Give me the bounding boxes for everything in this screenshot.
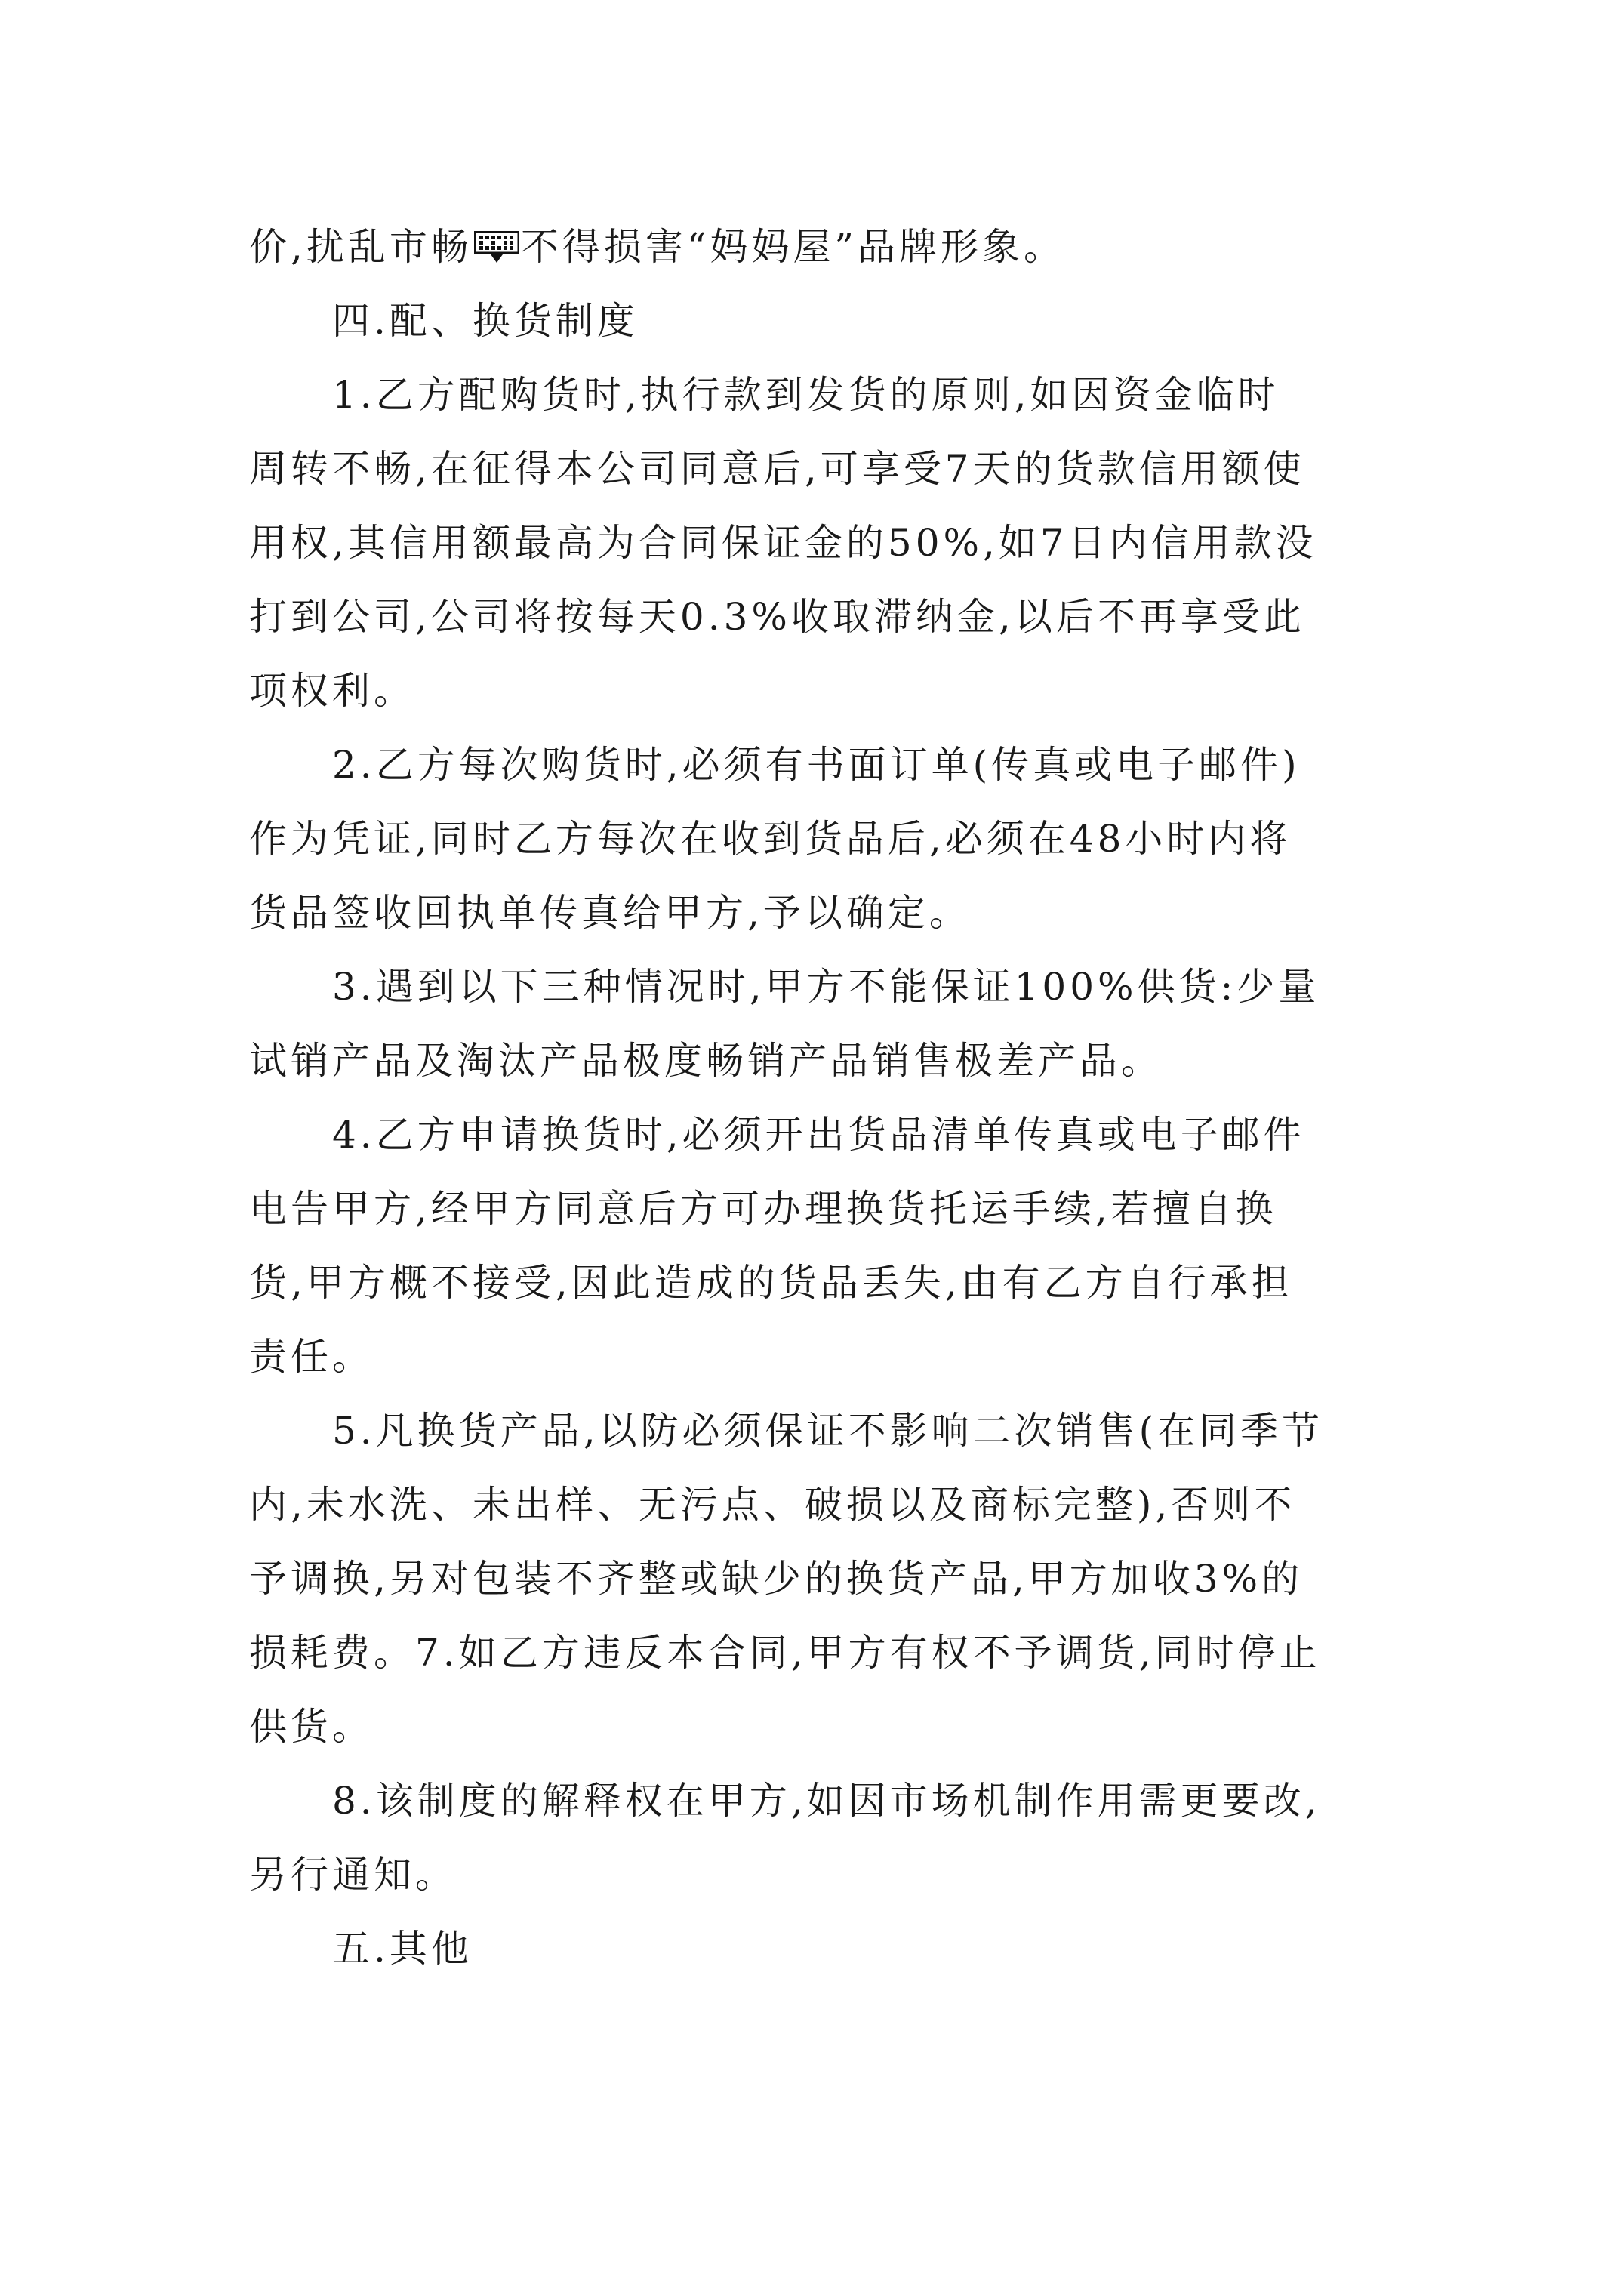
paragraph-line: 予调换,另对包装不齐整或缺少的换货产品,甲方加收3%的 [249,1557,1304,1601]
line-text-after-marker: 不得损害“妈妈屋”品牌形象。 [520,225,1066,269]
paragraph-line [249,210,1381,284]
comment-marker-icon[interactable] [474,231,519,264]
section-heading: 四.配、换货制度 [332,299,639,343]
paragraph-line: 4.乙方申请换货时,必须开出货品清单传真或电子邮件 [332,1113,1305,1157]
paragraph-line: 2.乙方每次购货时,必须有书面订单(传真或电子邮件) [332,743,1301,787]
paragraph-line: 项权利。 [249,669,415,713]
paragraph-line: 损耗费。7.如乙方违反本合同,甲方有权不予调货,同时停止 [249,1631,1321,1675]
paragraph-line: 责任。 [249,1335,374,1379]
paragraph-line: 试销产品及淘汰产品极度畅销产品销售极差产品。 [249,1039,1163,1083]
paragraph-line: 8.该制度的解释权在甲方,如因市场机制作用需更要改, [332,1779,1321,1823]
paragraph-line: 打到公司,公司将按每天0.3%收取滞纳金,以后不再享受此 [249,595,1305,639]
paragraph-line: 作为凭证,同时乙方每次在收到货品后,必须在48小时内将 [249,817,1292,861]
paragraph-line: 3.遇到以下三种情况时,甲方不能保证100%供货:少量 [332,965,1320,1009]
section-heading: 五.其他 [332,1927,473,1971]
paragraph-line: 用权,其信用额最高为合同保证金的50%,如7日内信用款没 [249,521,1317,565]
paragraph-line: 周转不畅,在征得本公司同意后,可享受7天的货款信用额使 [249,447,1305,491]
line-text-before-marker: 价,扰乱市畅 [249,225,473,269]
paragraph-line: 供货。 [249,1705,374,1749]
paragraph-line: 电告甲方,经甲方同意后方可办理换货托运手续,若擅自换 [249,1187,1277,1231]
paragraph-line: 另行通知。 [249,1853,457,1897]
paragraph-line: 1.乙方配购货时,执行款到发货的原则,如因资金临时 [332,373,1280,417]
paragraph-line: 5.凡换货产品,以防必须保证不影响二次销售(在同季节 [332,1409,1324,1453]
paragraph-line: 内,未水洗、未出样、无污点、破损以及商标完整),否则不 [249,1483,1296,1527]
paragraph-line: 货品签收回执单传真给甲方,予以确定。 [249,891,971,935]
document-body [249,210,1381,1986]
paragraph-line: 货,甲方概不接受,因此造成的货品丢失,由有乙方自行承担 [249,1261,1293,1305]
